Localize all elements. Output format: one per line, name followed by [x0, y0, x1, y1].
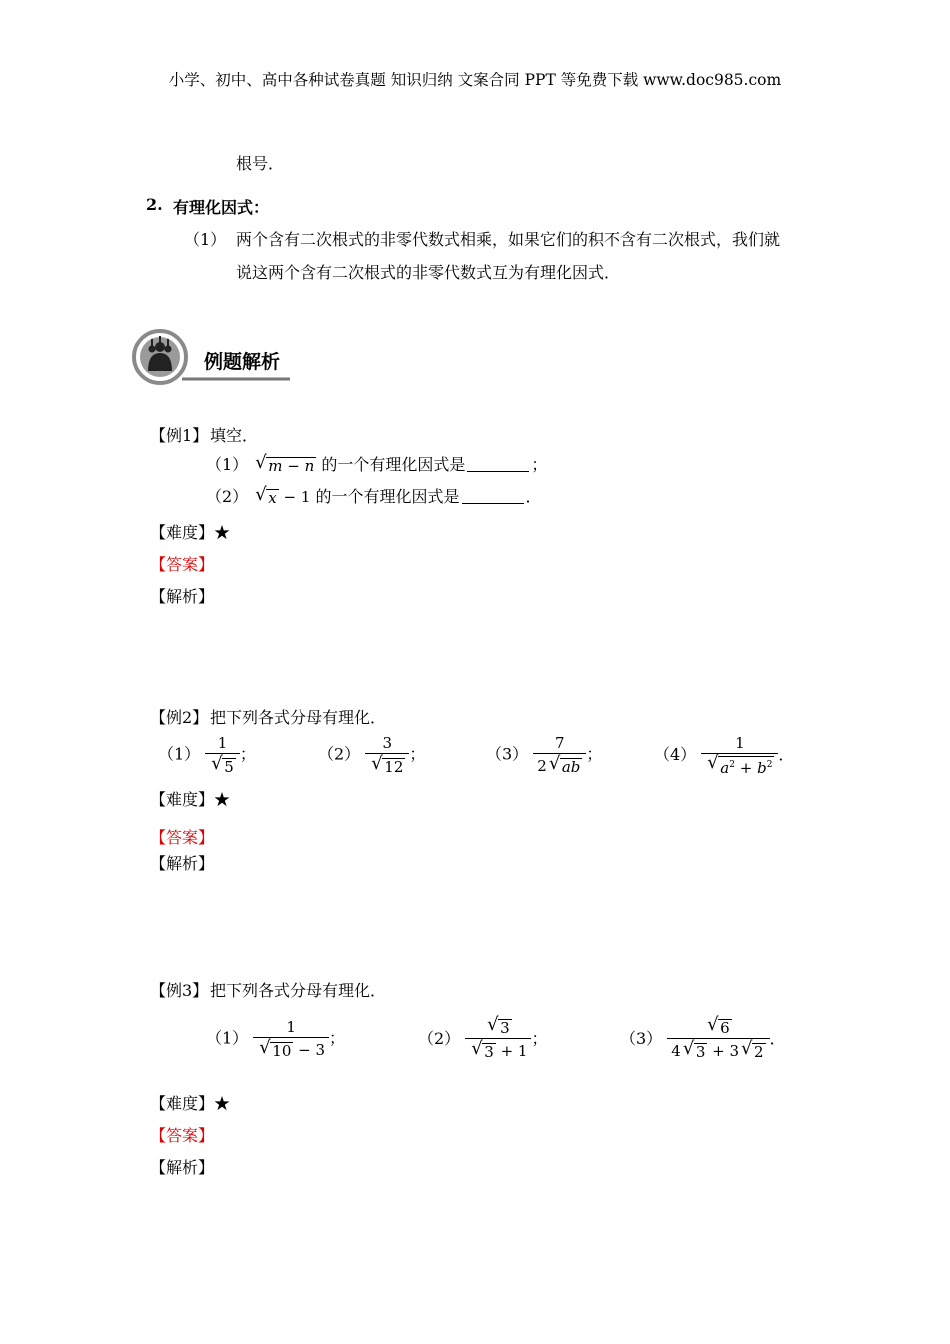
ex1-q2-radicand: x: [268, 489, 277, 507]
ex3-difficulty: 【难度】★: [150, 1094, 231, 1113]
ex3-item-3-c1: 4: [671, 1042, 681, 1060]
ex3-item-1-numerator: 1: [286, 1018, 296, 1036]
ex2-item-2-numerator: 3: [382, 734, 393, 752]
ex3-item-2-num-radicand: 3: [500, 1019, 510, 1037]
ex3-item-3-r1: 3: [695, 1043, 706, 1061]
ex1-q2-text: 的一个有理化因式是: [315, 487, 460, 506]
item2-title: 有理化因式：: [173, 198, 270, 217]
ex3-item-2-end: ；: [531, 1029, 548, 1048]
ex2-item-3: [486, 733, 602, 777]
ex1-q2-sqrt: √ x: [255, 484, 277, 507]
ex3-item-2-after: + 1: [495, 1042, 528, 1060]
ex1-q1-sqrt: √ m − n: [255, 452, 315, 475]
item2-number: 2.: [146, 195, 163, 214]
section-title: 例题解析: [204, 351, 281, 373]
ex2-item-3-end: ；: [586, 744, 603, 764]
ex1-q2: [206, 484, 542, 507]
ex3-answer-label: 【答案】: [150, 1126, 215, 1145]
ex3-item-2-number: （2）: [418, 1029, 461, 1048]
page-header: 小学、初中、高中各种试卷真题 知识归纳 文案合同 PPT 等免费下载 www.doc985.com: [168, 71, 782, 89]
ex2-answer-label: 【答案】: [150, 828, 215, 847]
sub1-number: （1）: [184, 230, 227, 249]
ex1-tag: 【例1】: [150, 426, 209, 445]
ex2-item-3-number: （3）: [486, 744, 529, 764]
ex1-q1-number: （1）: [206, 455, 249, 474]
ex1-q1-end: ；: [531, 455, 548, 474]
ex1-q2-end: ．: [525, 487, 542, 506]
ex1-difficulty: 【难度】★: [150, 523, 231, 542]
ex2-item-2-fraction: 3 √ 12: [365, 733, 409, 777]
ex2-item-4-number: （4）: [654, 745, 697, 764]
ex3-item-3-number: （3）: [620, 1029, 663, 1048]
ex1-answer-label: 【答案】: [150, 555, 215, 574]
ex2-item-1-number: （1）: [158, 744, 201, 764]
intro-line-end: 根号．: [236, 154, 285, 173]
ex1-analysis-label: 【解析】: [150, 587, 215, 606]
ex3-prompt: 把下列各式分母有理化．: [210, 981, 387, 1000]
ex2-item-3-coef: 2: [537, 757, 547, 775]
ex2-item-1-fraction: 1 √ 5: [205, 733, 240, 777]
ex3-item-1-radicand: 10: [272, 1042, 292, 1060]
ex2-item-1-end: ；: [239, 744, 256, 764]
ex3-item-3-end: ．: [769, 1029, 786, 1048]
ex2-item-3-numerator: 7: [555, 734, 565, 752]
ex3-item-1: [206, 1017, 345, 1061]
ex1-q2-blank[interactable]: [462, 489, 524, 504]
ex1-q2-after: − 1: [278, 488, 311, 506]
ex2-item-4-fraction: 1 √ $a^2 + b^2$: [701, 733, 778, 778]
ex3-item-3-r2: 2: [754, 1043, 764, 1061]
ex3-item-2-den-radicand: 3: [484, 1043, 494, 1061]
ex3-item-3-num-radicand: 6: [720, 1019, 730, 1037]
ex1-q1-text: 的一个有理化因式是: [321, 455, 466, 474]
ex2-prompt: 把下列各式分母有理化．: [210, 708, 387, 727]
ex3-tag: 【例3】: [150, 981, 209, 1000]
ex2-item-4-end: ．: [778, 745, 795, 764]
ex2-item-2-radicand: 12: [384, 758, 404, 776]
sub1-line1: 两个含有二次根式的非零代数式相乘，如果它们的积不含有二次根式，我们就: [236, 230, 781, 249]
ex2-item-4-numerator: 1: [735, 734, 745, 752]
sub1-line2: 说这两个含有二次根式的非零代数式互为有理化因式．: [236, 263, 621, 282]
ex3-item-2-fraction: √ 3 √ 3 + 1: [465, 1017, 531, 1062]
ex3-item-3: [620, 1014, 786, 1062]
ex2-analysis-label: 【解析】: [150, 854, 215, 873]
ex3-item-1-end: ；: [329, 1028, 346, 1048]
ex2-item-1: [158, 733, 256, 777]
ex3-item-1-fraction: 1 √ 10 − 3: [253, 1017, 329, 1061]
ex1-q2-number: （2）: [206, 487, 249, 506]
ex3-item-2: [418, 1014, 548, 1062]
ex2-item-2-number: （2）: [318, 744, 361, 764]
ex2-item-2: [318, 733, 425, 777]
ex2-item-1-radicand: 5: [224, 758, 234, 776]
ex2-item-3-radicand: ab: [561, 758, 581, 776]
ex3-item-1-after: − 3: [293, 1041, 326, 1059]
ex3-item-3-c2: 3: [729, 1042, 740, 1060]
ex2-item-4-a: a: [720, 759, 730, 777]
ex2-item-1-numerator: 1: [217, 734, 228, 752]
ex1-q1-radicand: m − n: [268, 457, 315, 475]
ex3-item-3-fraction: √ 6 4 √ 3 + 3 √ 2: [667, 1017, 769, 1062]
ex2-tag: 【例2】: [150, 708, 209, 727]
ex1-q1: [206, 452, 547, 475]
ex2-item-4-b: b: [757, 759, 767, 777]
ex1-q1-blank[interactable]: [467, 457, 529, 472]
ex3-analysis-label: 【解析】: [150, 1158, 215, 1177]
ex1-prompt: 填空．: [210, 426, 259, 445]
ex2-item-3-fraction: 7 2 √ ab: [533, 733, 586, 777]
ex2-difficulty: 【难度】★: [150, 790, 231, 809]
ex2-item-2-end: ；: [409, 744, 426, 764]
ex3-item-1-number: （1）: [206, 1028, 249, 1048]
ex2-item-4: [654, 733, 794, 778]
